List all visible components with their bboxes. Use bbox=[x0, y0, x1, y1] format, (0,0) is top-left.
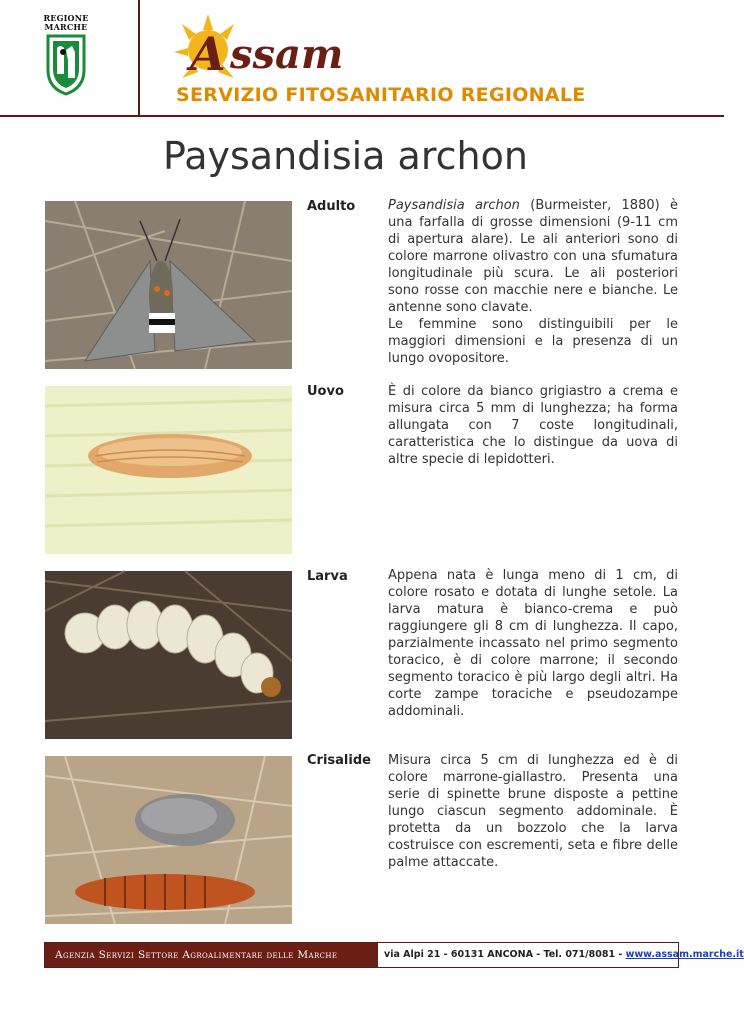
assam-sun-logo-icon bbox=[172, 10, 382, 88]
footer bbox=[44, 942, 744, 968]
section-label-adulto: Adulto bbox=[307, 199, 356, 214]
section-text-adulto bbox=[388, 197, 678, 367]
assam-logo bbox=[172, 10, 382, 88]
region-marche-logo bbox=[36, 14, 96, 100]
section-label-crisalide: Crisalide bbox=[307, 753, 371, 768]
region-logo-text: REGIONE MARCHE bbox=[43, 13, 89, 32]
section-text-larva: Appena nata è lunga meno di 1 cm, di colore rosato e dotata di lunghe setole. La larva matura è bianco-crema e può raggiungere gli 8 cm di lunghezza. Il capo, parzialmente incassato nel primo segmento toracico, è di colore marrone; il secondo segmento toracico è più largo degli altri. Ha corte zampe toraciche e pseudozampe addominali. bbox=[388, 568, 678, 719]
svg-text:ssam: ssam bbox=[230, 31, 344, 78]
footer-contact bbox=[378, 943, 744, 967]
larva-photo bbox=[45, 571, 292, 739]
footer-website-link[interactable]: www.assam.marche.it bbox=[625, 949, 744, 960]
footer-agency-name: Agenzia Servizi Settore Agroalimentare delle Marche bbox=[45, 943, 378, 967]
region-shield-icon bbox=[36, 32, 96, 96]
adulto-description: (Burmeister, 1880) è una farfalla di grosse dimensioni (9-11 cm di apertura alare). Le ali anteriori sono di colore marrone olivastro con una sfumatura longitudinale più scura. Le ali posteriori sono rosse con macchie nere e bianche. Le antenne sono clavate. bbox=[388, 198, 679, 315]
species-name-italic: Paysandisia archon bbox=[388, 198, 520, 213]
header-horizontal-rule bbox=[0, 115, 724, 117]
egg-photo bbox=[45, 386, 292, 554]
adulto-description-2: Le femmine sono distinguibili per le maggiori dimensioni e la presenza di un lungo ovopositore. bbox=[388, 317, 678, 366]
footer-address: via Alpi 21 - 60131 ANCONA - Tel. 071/8081 - bbox=[384, 949, 626, 960]
page-title: Paysandisia archon bbox=[163, 134, 528, 178]
section-text-crisalide: Misura circa 5 cm di lunghezza ed è di colore marrone-giallastro. Presenta una serie di spinette brune disposte a pettine lungo ciascun segmento addominale. È protetta da un bozzolo che la larva costruisce con escrementi, seta e fibre delle palme attaccate. bbox=[388, 753, 678, 870]
section-label-larva: Larva bbox=[307, 569, 348, 584]
adult-moth-photo bbox=[45, 201, 292, 369]
svg-text:A: A bbox=[190, 27, 226, 81]
service-title: SERVIZIO FITOSANITARIO REGIONALE bbox=[176, 84, 586, 106]
pupa-photo bbox=[45, 756, 292, 924]
section-label-uovo: Uovo bbox=[307, 384, 344, 399]
header-vertical-rule bbox=[138, 0, 140, 116]
section-text-uovo: È di colore da bianco grigiastro a crema e misura circa 5 mm di lunghezza; ha forma allungata con 7 coste longitudinali, caratteristica che lo distingue da uova di altre specie di lepidotteri. bbox=[388, 384, 678, 467]
